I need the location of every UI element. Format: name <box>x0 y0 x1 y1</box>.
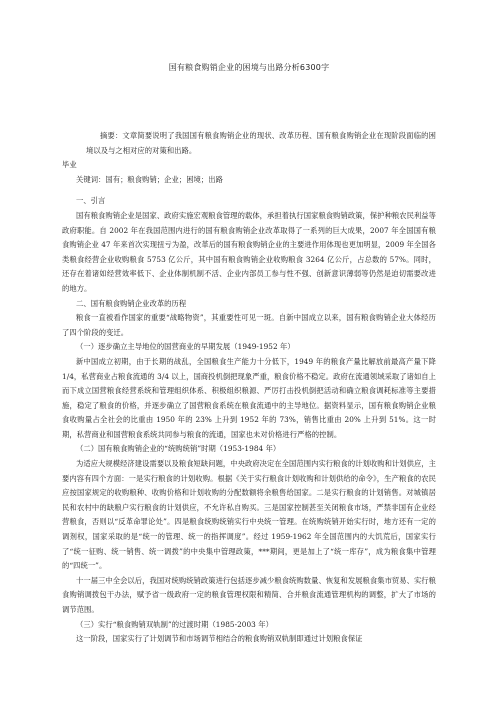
paragraph-6: 这一阶段，国家实行了计划调节和市场调节相结合的粮食购销双轨制即通过计划粮食保证 <box>76 634 363 644</box>
subsection-2-heading: （二）国有粮食购销企业的“统购统销”时期（1953-1984 年） <box>76 444 281 454</box>
document-title: 国有粮食购销企业的困境与出路分析6300字 <box>168 63 330 72</box>
tag-line: 毕业 <box>62 160 77 170</box>
paragraph-4: 为适应大规模经济建设需要以及粮食短缺问题，中央政府决定在全国范围内实行粮食的计划收购和计划供应，主要内容有四个方面：一是实行粮食的计划收购。根据《关于实行粮食计划收购和计划供给的命令》，生产粮食的农民应按国家规定的收购粮种、收购价格和计划收购的分配数额将余粮售给国家。二是实行粮食的计划销售。对城镇居民和农村中的缺粮户实行粮食的计划供应，不允许私自购买。三是国家控制甚至关闭粮食市场，严禁非国有企业经营粮食，否则以“反革命罪论处”。四是粮食统购统销实行中央统一管理。在统购统销开始实行时，地方还有一定的调剂权，国家采取的是“统一的管理、统一的指挥调度”。经过 1959-1962 年全国范围内的大饥荒后，国家实行了“统一征购、统一销售、统一调拨”的中央集中管理政策，***期间，更是加上了“统一库存”，成为粮食集中管理的“四统一”。 <box>62 459 436 571</box>
abstract: 摘要：文章简要说明了我国国有粮食购销企业的现状、改革历程、国有粮食购销企业在现阶段面临的困境以及与之相对应的对策和出路。 <box>86 131 436 155</box>
subsection-3-heading: （三）实行“粮食购销双轨制”的过渡时期（1985-2003 年） <box>76 619 273 629</box>
subsection-1-heading: （一）逐步确立主导地位的国营商业的早期发展（1949-1952 年） <box>76 342 295 352</box>
paragraph-5: 十一届三中全会以后，我国对统购统销政策进行包括逐步减少粮食统购数量、恢复和发展粮食集市贸易、实行粮食购销调拨包干办法，赋予省一级政府一定的粮食管理权限和精简、合并粮食流通管理机构的调整，扩大了市场的调节范围。 <box>62 575 436 614</box>
paragraph-1: 国有粮食购销企业是国家、政府实施宏观粮食管理的载体，承担着执行国家粮食购销政策，保护种粮农民利益等政府职能。自 2002 年在我国范围内进行的国有粮食购销企业改革取得了一系列的巨大成果，2007 年全国国有粮食购销企业 47 年来首次实现扭亏为盈，改革后的国有粮食购销企业的主要进作用体现也更加明显，2009 年全国各类粮食经营企业收购粮食 5753 亿公斤，其中国有粮食购销企业收购粮食 3264 亿公斤，占总数的 57%。同时，还存在着诸如经营效率低下、企业体制机制不活、企业内部员工参与性不强、创新意识薄弱等仍然是迫切需要改进的地方。 <box>62 210 436 293</box>
section-2-heading: 二、国有粮食购销企业改革的历程 <box>76 298 187 308</box>
keywords: 关键词：国有；粮食购销；企业；困境；出路 <box>76 174 223 184</box>
paragraph-2: 粮食一直被看作国家的重要“战略物资”，其重要性可见一斑。自新中国成立以来，国有粮食购销企业大体经历了四个阶段的变迁。 <box>62 313 436 337</box>
paragraph-3: 新中国成立初期，由于长期的战乱，全国粮食生产能力十分低下，1949 年的粮食产量比解放前最高产量下降 1/4，私营商业占粮食流通的 3/4 以上，国商投机倒把现象严重，粮食价格不稳定。政府在流通领域采取了诸如自上而下成立国营粮食经营系统和管理组织体系、积极组织粮源、严厉打击投机倒把活动和确立粮食调耗标准等主要措施，稳定了粮食的价格，并逐步确立了国营粮食系统在粮食流通中的主导地位。据资料显示，国有粮食购销企业粮食收购量占全社会的比重由 1950 年的 23% 上升到 1952 年的 73%，销售比重由 20% 上升到 51%。这一时期，私营商业和国营粮食系统共同参与粮食的流通，国家也未对价格进行严格的控制。 <box>62 356 436 439</box>
section-1-heading: 一、引言 <box>76 196 106 206</box>
